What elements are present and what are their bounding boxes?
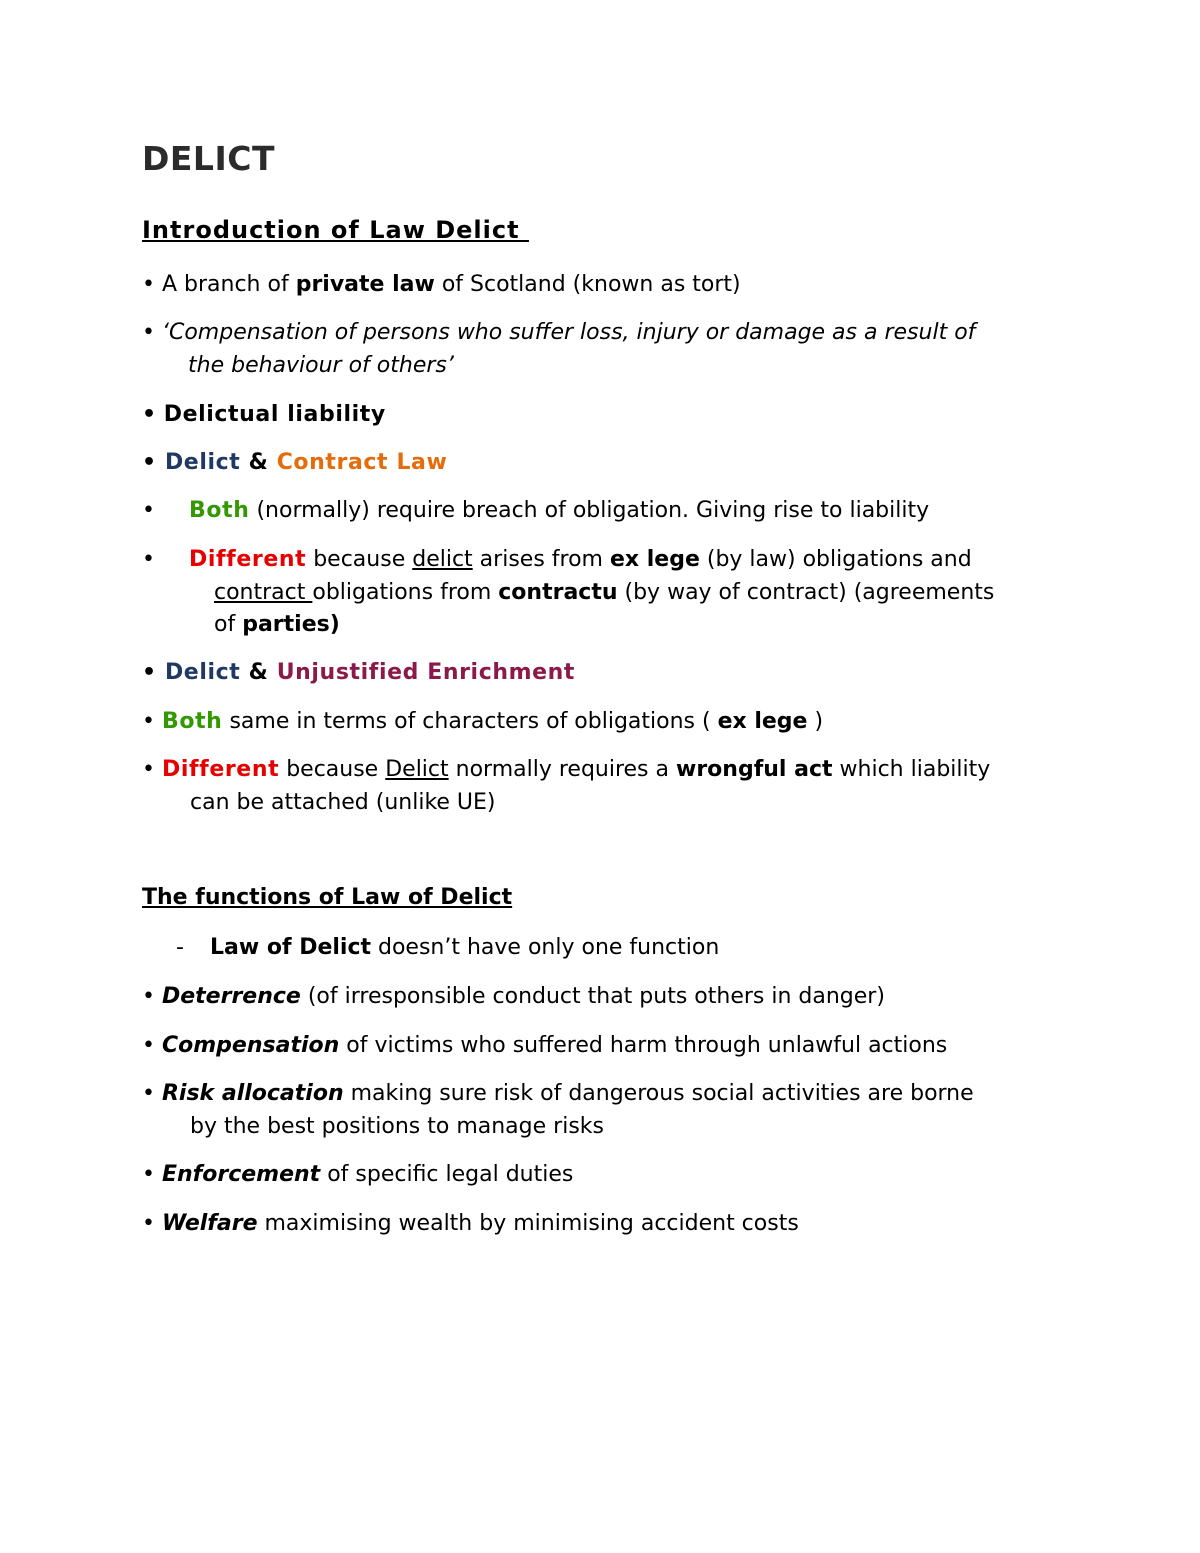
- list-item-continuation: the behaviour of others’: [188, 353, 454, 378]
- list-item: • Enforcement of specific legal duties: [142, 1162, 574, 1187]
- dash-item-text: Law of Delict doesn’t have only one function: [210, 935, 720, 960]
- list-item-text: Both (normally) require breach of obligation. Giving rise to liability: [189, 498, 930, 523]
- list-item: • A branch of private law of Scotland (known as tort): [142, 272, 741, 297]
- list-item-text: Different because delict arises from ex lege (by law) obligations and: [189, 547, 972, 572]
- bullet-icon: •: [142, 660, 157, 685]
- bullet-icon: •: [142, 709, 155, 734]
- bullet-icon: •: [142, 757, 155, 782]
- bullet-icon: •: [142, 402, 157, 427]
- section-heading-functions: The functions of Law of Delict: [142, 885, 513, 910]
- list-item-continuation: of parties): [214, 612, 340, 637]
- bullet-icon: •: [142, 498, 155, 523]
- bullet-icon: •: [142, 547, 155, 572]
- list-item: • Welfare maximising wealth by minimising accident costs: [142, 1211, 799, 1236]
- bullet-icon: •: [142, 320, 155, 345]
- list-item: • Delictual liability: [142, 402, 386, 427]
- section-heading-introduction: Introduction of Law Delict: [142, 216, 529, 244]
- bullet-icon: •: [142, 1211, 155, 1236]
- bullet-icon: •: [142, 1081, 155, 1106]
- list-item: • Risk allocation making sure risk of dangerous social activities are borne: [142, 1081, 974, 1106]
- list-item: [142, 547, 155, 572]
- dash-item: [176, 935, 184, 960]
- list-item: [142, 498, 155, 523]
- list-item: • Compensation of victims who suffered harm through unlawful actions: [142, 1033, 948, 1058]
- list-item: • Delict & Unjustified Enrichment: [142, 660, 576, 685]
- bullet-icon: •: [142, 272, 155, 297]
- bullet-icon: •: [142, 450, 157, 475]
- list-item: • Deterrence (of irresponsible conduct that puts others in danger): [142, 984, 885, 1009]
- bullet-icon: •: [142, 984, 155, 1009]
- list-item-continuation: contract obligations from contractu (by way of contract) (agreements: [214, 580, 995, 605]
- bullet-icon: •: [142, 1162, 155, 1187]
- document-title: DELICT: [142, 139, 275, 178]
- list-item: • ‘Compensation of persons who suffer loss, injury or damage as a result of: [142, 320, 976, 345]
- bullet-icon: •: [142, 1033, 155, 1058]
- list-item-continuation: by the best positions to manage risks: [190, 1114, 604, 1139]
- list-item: • Delict & Contract Law: [142, 450, 448, 475]
- list-item: • Both same in terms of characters of obligations ( ex lege ): [142, 709, 824, 734]
- dash-icon: -: [176, 935, 184, 960]
- list-item: • Different because Delict normally requires a wrongful act which liability: [142, 757, 991, 782]
- list-item-continuation: can be attached (unlike UE): [190, 790, 496, 815]
